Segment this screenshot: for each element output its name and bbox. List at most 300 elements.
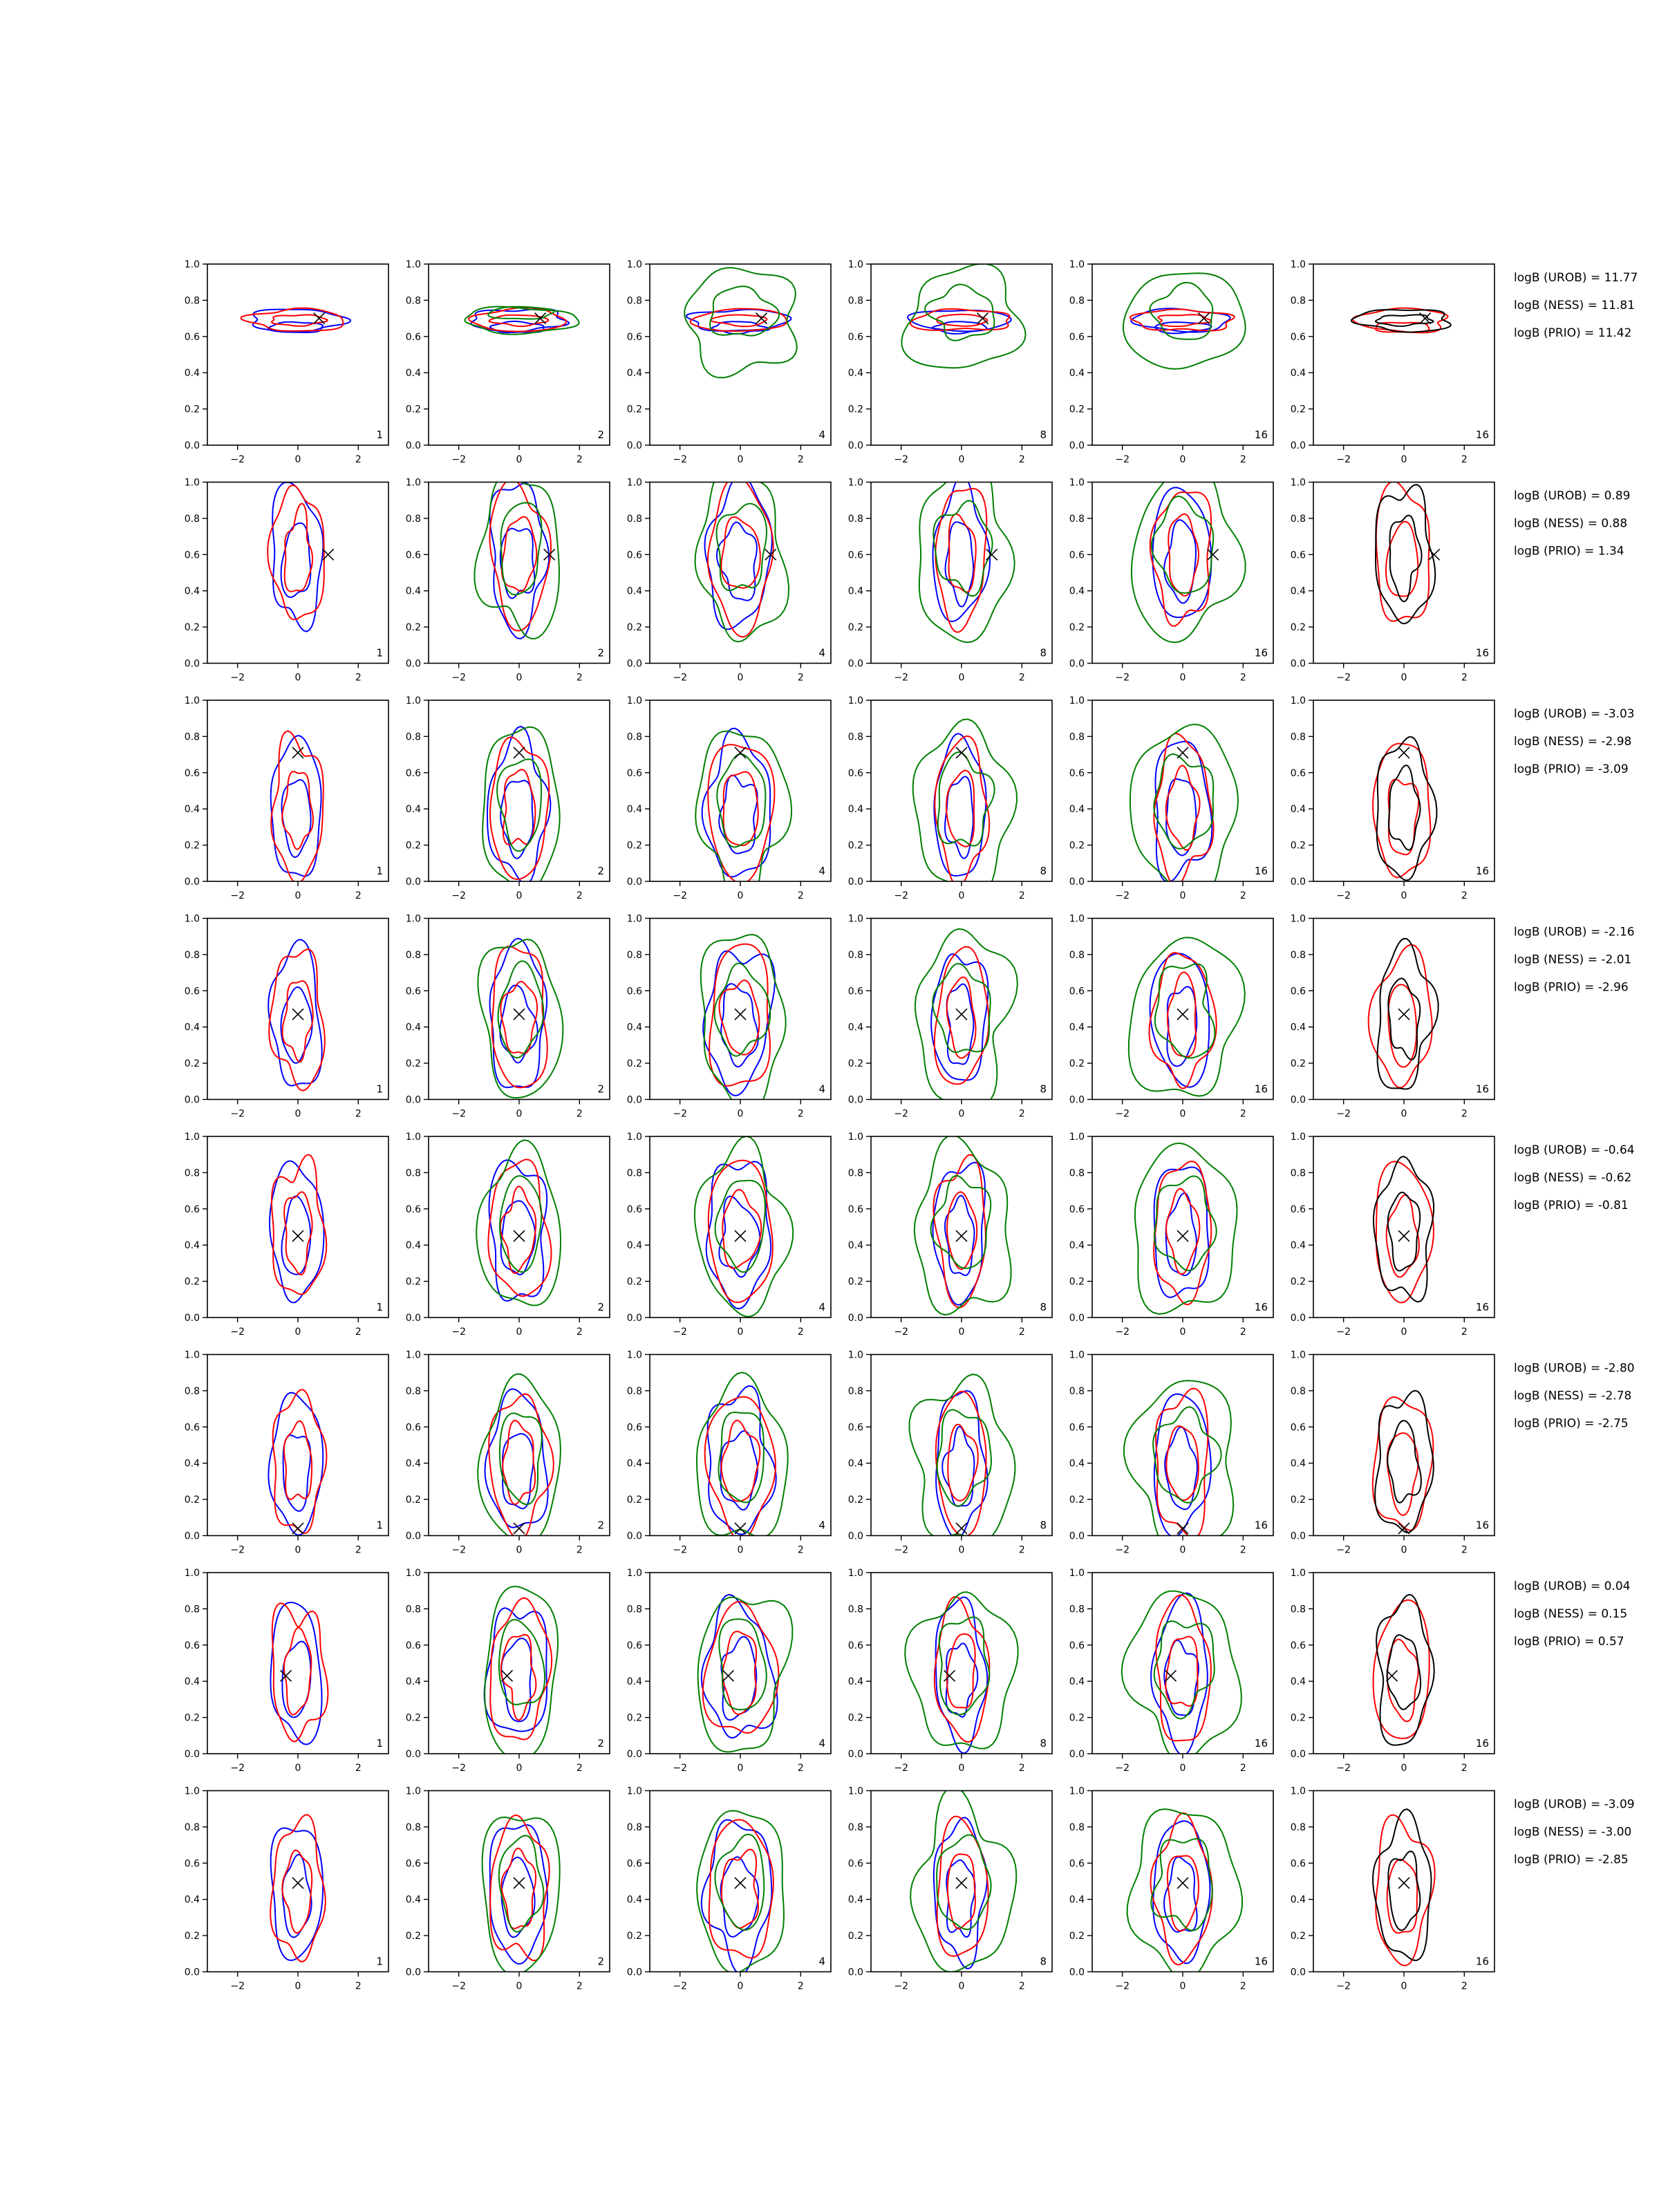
x-tick-label: −2 [1336, 1544, 1351, 1556]
y-tick-label: 0.8 [626, 1385, 642, 1397]
x-tick-label: −2 [894, 890, 908, 901]
x-tick-label: 0 [958, 1327, 965, 1338]
x-tick-label: −2 [451, 454, 466, 465]
x-tick-label: −2 [1336, 454, 1351, 465]
panel-tag: 4 [818, 865, 825, 877]
y-tick-label: 0.0 [847, 1967, 863, 1978]
y-tick-label: 0.6 [184, 331, 200, 343]
logb-stat-row8-1: logB (UROB) = -3.09 [1514, 1797, 1635, 1812]
y-tick-label: 0.8 [184, 513, 200, 525]
panel-tag: 16 [1254, 1737, 1268, 1750]
y-tick-label: 0.0 [405, 1313, 421, 1324]
y-tick-label: 0.0 [405, 877, 421, 888]
x-tick-label: 0 [958, 890, 965, 901]
y-tick-label: 0.2 [1290, 840, 1306, 852]
y-tick-label: 0.8 [405, 295, 421, 307]
x-tick-label: 0 [958, 1544, 965, 1556]
x-tick-label: −2 [1336, 1327, 1351, 1338]
y-tick-label: 0.2 [405, 1058, 421, 1070]
y-tick-label: 0.8 [1069, 1821, 1085, 1833]
y-tick-label: 0.4 [1290, 585, 1306, 597]
y-tick-label: 0.2 [405, 1931, 421, 1942]
y-tick-label: 1.0 [1069, 1568, 1085, 1579]
panel-tag: 8 [1040, 429, 1047, 441]
y-tick-label: 0.6 [1290, 1422, 1306, 1434]
y-tick-label: 0.4 [405, 1894, 421, 1906]
x-tick-label: 2 [355, 1544, 362, 1556]
panel-tag: 2 [597, 1955, 604, 1968]
x-tick-label: −2 [230, 1763, 245, 1774]
x-tick-label: 0 [516, 890, 523, 901]
x-tick-label: 2 [797, 1544, 804, 1556]
y-tick-label: 0.8 [184, 295, 200, 307]
x-tick-label: 2 [1239, 1763, 1246, 1774]
y-tick-label: 0.8 [1290, 949, 1306, 961]
x-tick-label: 0 [516, 454, 523, 465]
logb-stat-row5-2: logB (NESS) = -0.62 [1514, 1171, 1632, 1185]
x-tick-label: 0 [1400, 1327, 1407, 1338]
y-tick-label: 0.2 [1069, 1494, 1085, 1506]
y-tick-label: 0.4 [1290, 1676, 1306, 1688]
y-tick-label: 0.6 [847, 550, 863, 561]
x-tick-label: −2 [894, 1763, 908, 1774]
y-tick-label: 0.6 [626, 1422, 642, 1434]
x-tick-label: −2 [1115, 1544, 1130, 1556]
y-tick-label: 0.8 [405, 1385, 421, 1397]
y-tick-label: 0.8 [184, 949, 200, 961]
y-tick-label: 0.6 [626, 986, 642, 997]
logb-stat-row6-1: logB (UROB) = -2.80 [1514, 1361, 1635, 1376]
y-tick-label: 0.6 [1290, 1640, 1306, 1651]
y-tick-label: 0.2 [626, 1931, 642, 1942]
panel-tag: 16 [1254, 1519, 1268, 1532]
y-tick-label: 0.4 [1290, 368, 1306, 379]
y-tick-label: 0.8 [405, 1168, 421, 1179]
x-tick-label: 2 [1018, 1108, 1025, 1120]
y-tick-label: 1.0 [184, 1132, 200, 1143]
y-tick-label: 1.0 [1069, 1132, 1085, 1143]
y-tick-label: 0.0 [1290, 1530, 1306, 1542]
panel-tag: 8 [1040, 1301, 1047, 1313]
y-tick-label: 0.0 [847, 1094, 863, 1106]
panel-tag: 8 [1040, 1737, 1047, 1750]
y-tick-label: 0.0 [847, 877, 863, 888]
y-tick-label: 0.2 [847, 404, 863, 415]
y-tick-label: 0.2 [847, 1494, 863, 1506]
logb-stat-row6-2: logB (NESS) = -2.78 [1514, 1389, 1632, 1403]
y-tick-label: 1.0 [626, 1785, 642, 1797]
y-tick-label: 0.2 [1290, 1058, 1306, 1070]
x-tick-label: −2 [673, 1763, 687, 1774]
y-tick-label: 0.4 [847, 1894, 863, 1906]
y-tick-label: 1.0 [184, 695, 200, 706]
y-tick-label: 0.0 [184, 1749, 200, 1760]
x-tick-label: 0 [294, 1108, 301, 1120]
y-tick-label: 0.0 [626, 1094, 642, 1106]
panel-tag: 16 [1475, 1301, 1489, 1313]
y-tick-label: 0.6 [184, 986, 200, 997]
x-tick-label: 0 [1179, 672, 1186, 684]
x-tick-label: −2 [230, 672, 245, 684]
y-tick-label: 0.0 [847, 1313, 863, 1324]
x-tick-label: 0 [737, 672, 744, 684]
y-tick-label: 0.4 [847, 1676, 863, 1688]
x-tick-label: 0 [516, 1108, 523, 1120]
x-tick-label: −2 [451, 1108, 466, 1120]
x-tick-label: 2 [797, 454, 804, 465]
y-tick-label: 0.6 [405, 331, 421, 343]
x-tick-label: 0 [1179, 454, 1186, 465]
y-tick-label: 0.0 [626, 1530, 642, 1542]
y-tick-label: 0.4 [626, 368, 642, 379]
y-tick-label: 0.8 [405, 731, 421, 743]
y-tick-label: 1.0 [847, 477, 863, 489]
y-tick-label: 0.0 [405, 1530, 421, 1542]
x-tick-label: −2 [894, 1327, 908, 1338]
y-tick-label: 0.0 [1069, 1967, 1085, 1978]
logb-stat-row6-3: logB (PRIO) = -2.75 [1514, 1416, 1629, 1431]
x-tick-label: 2 [576, 1327, 583, 1338]
y-tick-label: 0.4 [184, 1458, 200, 1470]
x-tick-label: 0 [1179, 890, 1186, 901]
y-tick-label: 0.4 [1290, 1240, 1306, 1252]
y-tick-label: 0.8 [184, 1821, 200, 1833]
x-tick-label: −2 [673, 672, 687, 684]
x-tick-label: 2 [1018, 1763, 1025, 1774]
y-tick-label: 0.4 [1290, 1894, 1306, 1906]
x-tick-label: −2 [451, 1763, 466, 1774]
panel-tag: 1 [376, 865, 383, 877]
y-tick-label: 0.0 [1290, 658, 1306, 670]
y-tick-label: 1.0 [847, 1785, 863, 1797]
panel-tag: 16 [1475, 865, 1489, 877]
y-tick-label: 0.4 [405, 1240, 421, 1252]
y-tick-label: 0.4 [847, 1240, 863, 1252]
y-tick-label: 0.2 [1069, 404, 1085, 415]
y-tick-label: 0.0 [405, 1749, 421, 1760]
x-tick-label: 0 [1400, 1980, 1407, 1992]
y-tick-label: 0.4 [847, 368, 863, 379]
y-tick-label: 0.6 [1290, 986, 1306, 997]
y-tick-label: 1.0 [1069, 1349, 1085, 1361]
y-tick-label: 0.6 [847, 1422, 863, 1434]
y-tick-label: 0.2 [405, 622, 421, 634]
y-tick-label: 1.0 [1069, 1785, 1085, 1797]
y-tick-label: 1.0 [626, 1568, 642, 1579]
y-tick-label: 0.8 [626, 1604, 642, 1615]
x-tick-label: 2 [355, 454, 362, 465]
y-tick-label: 0.0 [1290, 1749, 1306, 1760]
x-tick-label: 2 [1018, 890, 1025, 901]
y-tick-label: 1.0 [184, 1568, 200, 1579]
y-tick-label: 0.2 [1069, 1931, 1085, 1942]
y-tick-label: 0.0 [847, 658, 863, 670]
x-tick-label: 2 [1461, 672, 1468, 684]
y-tick-label: 0.6 [1290, 550, 1306, 561]
y-tick-label: 0.4 [405, 804, 421, 816]
y-tick-label: 0.4 [1069, 804, 1085, 816]
y-tick-label: 0.0 [1069, 1530, 1085, 1542]
y-tick-label: 0.6 [1290, 1203, 1306, 1215]
panel-tag: 4 [818, 1301, 825, 1313]
y-tick-label: 0.2 [847, 622, 863, 634]
x-tick-label: 2 [1461, 454, 1468, 465]
x-tick-label: 0 [1179, 1327, 1186, 1338]
y-tick-label: 0.2 [405, 840, 421, 852]
y-tick-label: 0.4 [184, 1240, 200, 1252]
x-tick-label: 2 [576, 1544, 583, 1556]
panel-tag: 16 [1475, 1082, 1489, 1096]
x-tick-label: −2 [894, 672, 908, 684]
x-tick-label: 2 [1239, 1327, 1246, 1338]
y-tick-label: 0.0 [626, 1313, 642, 1324]
x-tick-label: 0 [294, 454, 301, 465]
x-tick-label: 0 [1179, 1980, 1186, 1992]
logb-stat-row1-1: logB (UROB) = 11.77 [1514, 271, 1638, 285]
y-tick-label: 0.0 [1069, 1313, 1085, 1324]
y-tick-label: 1.0 [626, 259, 642, 270]
x-tick-label: 0 [737, 1327, 744, 1338]
y-tick-label: 0.4 [1069, 1676, 1085, 1688]
panel-tag: 4 [818, 1519, 825, 1532]
x-tick-label: 0 [1400, 1763, 1407, 1774]
y-tick-label: 0.8 [1290, 731, 1306, 743]
x-tick-label: 0 [294, 1544, 301, 1556]
x-tick-label: 2 [576, 672, 583, 684]
y-tick-label: 0.8 [847, 1385, 863, 1397]
x-tick-label: 2 [1461, 890, 1468, 901]
panel-tag: 1 [376, 646, 383, 659]
x-tick-label: 2 [797, 1980, 804, 1992]
y-tick-label: 0.6 [626, 1640, 642, 1651]
y-tick-label: 0.6 [847, 331, 863, 343]
y-tick-label: 1.0 [847, 259, 863, 270]
y-tick-label: 0.6 [1069, 1422, 1085, 1434]
y-tick-label: 1.0 [405, 1785, 421, 1797]
y-tick-label: 0.0 [184, 1967, 200, 1978]
y-tick-label: 0.8 [1069, 1385, 1085, 1397]
y-tick-label: 1.0 [405, 1132, 421, 1143]
y-tick-label: 0.2 [1290, 1931, 1306, 1942]
x-tick-label: 2 [1461, 1763, 1468, 1774]
y-tick-label: 1.0 [847, 695, 863, 706]
y-tick-label: 1.0 [184, 913, 200, 925]
y-tick-label: 1.0 [847, 1132, 863, 1143]
panel-tag: 2 [597, 1082, 604, 1096]
y-tick-label: 0.0 [1290, 877, 1306, 888]
y-tick-label: 0.6 [1069, 986, 1085, 997]
y-tick-label: 0.6 [405, 1203, 421, 1215]
y-tick-label: 0.8 [405, 949, 421, 961]
y-tick-label: 0.2 [626, 404, 642, 415]
logb-stat-row5-1: logB (UROB) = -0.64 [1514, 1143, 1635, 1157]
y-tick-label: 0.2 [1069, 1712, 1085, 1724]
y-tick-label: 0.8 [1290, 1385, 1306, 1397]
y-tick-label: 0.6 [1069, 331, 1085, 343]
x-tick-label: 0 [294, 1327, 301, 1338]
y-tick-label: 0.2 [184, 622, 200, 634]
y-tick-label: 0.8 [626, 1821, 642, 1833]
panel-tag: 1 [376, 1519, 383, 1532]
panel-tag: 16 [1254, 429, 1268, 441]
panel-tag: 2 [597, 429, 604, 441]
x-tick-label: 2 [797, 890, 804, 901]
y-tick-label: 0.0 [1069, 440, 1085, 451]
x-tick-label: 2 [576, 1763, 583, 1774]
y-tick-label: 0.2 [184, 404, 200, 415]
x-tick-label: 0 [516, 672, 523, 684]
x-tick-label: −2 [673, 890, 687, 901]
x-tick-label: 2 [355, 1980, 362, 1992]
y-tick-label: 0.2 [847, 840, 863, 852]
x-tick-label: 2 [355, 672, 362, 684]
y-tick-label: 0.0 [1069, 1749, 1085, 1760]
panel-tag: 4 [818, 1082, 825, 1096]
y-tick-label: 0.2 [405, 404, 421, 415]
y-tick-label: 0.2 [626, 1494, 642, 1506]
x-tick-label: −2 [673, 454, 687, 465]
y-tick-label: 0.8 [1290, 1604, 1306, 1615]
y-tick-label: 1.0 [1290, 1349, 1306, 1361]
x-tick-label: 0 [294, 1980, 301, 1992]
x-tick-label: −2 [1336, 1108, 1351, 1120]
x-tick-label: −2 [230, 1108, 245, 1120]
panel-tag: 16 [1475, 646, 1489, 659]
y-tick-label: 0.6 [847, 1203, 863, 1215]
y-tick-label: 0.0 [184, 1094, 200, 1106]
y-tick-label: 0.0 [1290, 440, 1306, 451]
y-tick-label: 0.6 [184, 1640, 200, 1651]
y-tick-label: 0.2 [847, 1712, 863, 1724]
logb-stat-row2-3: logB (PRIO) = 1.34 [1514, 544, 1624, 559]
logb-stat-row4-1: logB (UROB) = -2.16 [1514, 925, 1635, 939]
x-tick-label: 0 [516, 1327, 523, 1338]
x-tick-label: 2 [1239, 454, 1246, 465]
panel-tag: 16 [1475, 429, 1489, 441]
y-tick-label: 0.4 [1290, 1458, 1306, 1470]
y-tick-label: 0.2 [1069, 1058, 1085, 1070]
y-tick-label: 0.0 [626, 1967, 642, 1978]
y-tick-label: 0.6 [1069, 1640, 1085, 1651]
y-tick-label: 0.2 [1290, 404, 1306, 415]
y-tick-label: 0.4 [1069, 1022, 1085, 1033]
y-tick-label: 0.6 [847, 986, 863, 997]
x-tick-label: −2 [230, 454, 245, 465]
y-tick-label: 0.8 [847, 1604, 863, 1615]
y-tick-label: 1.0 [626, 695, 642, 706]
y-tick-label: 0.4 [847, 1458, 863, 1470]
x-tick-label: 0 [958, 454, 965, 465]
logb-stat-row1-3: logB (PRIO) = 11.42 [1514, 326, 1632, 340]
logb-stat-row3-3: logB (PRIO) = -3.09 [1514, 762, 1629, 776]
panel-tag: 16 [1475, 1519, 1489, 1532]
x-tick-label: 0 [1400, 672, 1407, 684]
x-tick-label: 2 [355, 1763, 362, 1774]
x-tick-label: −2 [230, 1544, 245, 1556]
x-tick-label: 2 [355, 1327, 362, 1338]
x-tick-label: 2 [797, 1108, 804, 1120]
y-tick-label: 0.8 [847, 295, 863, 307]
x-tick-label: 0 [1179, 1763, 1186, 1774]
y-tick-label: 0.2 [405, 1494, 421, 1506]
y-tick-label: 0.2 [184, 1058, 200, 1070]
x-tick-label: −2 [451, 890, 466, 901]
y-tick-label: 0.4 [1290, 1022, 1306, 1033]
y-tick-label: 0.6 [847, 767, 863, 779]
y-tick-label: 0.2 [184, 840, 200, 852]
y-tick-label: 1.0 [405, 259, 421, 270]
y-tick-label: 0.8 [847, 513, 863, 525]
x-tick-label: −2 [230, 890, 245, 901]
y-tick-label: 1.0 [184, 1785, 200, 1797]
y-tick-label: 0.0 [626, 1749, 642, 1760]
y-tick-label: 0.6 [405, 986, 421, 997]
y-tick-label: 0.6 [1069, 550, 1085, 561]
y-tick-label: 0.4 [1290, 804, 1306, 816]
y-tick-label: 0.4 [1069, 585, 1085, 597]
y-tick-label: 0.2 [184, 1276, 200, 1288]
y-tick-label: 0.6 [1290, 767, 1306, 779]
x-tick-label: 2 [797, 1327, 804, 1338]
y-tick-label: 0.8 [847, 949, 863, 961]
y-tick-label: 0.4 [626, 1240, 642, 1252]
y-tick-label: 0.6 [1069, 1203, 1085, 1215]
y-tick-label: 0.2 [847, 1276, 863, 1288]
y-tick-label: 0.0 [184, 440, 200, 451]
x-tick-label: 2 [1461, 1544, 1468, 1556]
x-tick-label: −2 [1336, 1980, 1351, 1992]
y-tick-label: 1.0 [1069, 259, 1085, 270]
y-tick-label: 0.4 [1069, 1240, 1085, 1252]
y-tick-label: 0.2 [626, 1712, 642, 1724]
x-tick-label: 0 [737, 1108, 744, 1120]
y-tick-label: 0.2 [1290, 1712, 1306, 1724]
y-tick-label: 0.2 [1069, 622, 1085, 634]
y-tick-label: 0.8 [626, 731, 642, 743]
y-tick-label: 0.4 [184, 585, 200, 597]
y-tick-label: 0.4 [847, 804, 863, 816]
x-tick-label: 2 [576, 454, 583, 465]
y-tick-label: 0.6 [405, 767, 421, 779]
x-tick-label: 0 [1179, 1108, 1186, 1120]
y-tick-label: 0.0 [847, 440, 863, 451]
x-tick-label: −2 [673, 1108, 687, 1120]
y-tick-label: 0.0 [184, 1530, 200, 1542]
y-tick-label: 0.2 [184, 1712, 200, 1724]
y-tick-label: 1.0 [626, 477, 642, 489]
x-tick-label: 0 [958, 1980, 965, 1992]
y-tick-label: 1.0 [626, 1349, 642, 1361]
y-tick-label: 0.0 [1290, 1967, 1306, 1978]
panel-tag: 2 [597, 1301, 604, 1313]
x-tick-label: 2 [1018, 1327, 1025, 1338]
logb-stat-row2-2: logB (NESS) = 0.88 [1514, 516, 1628, 531]
logb-stat-row3-1: logB (UROB) = -3.03 [1514, 707, 1635, 721]
x-tick-label: 0 [737, 1544, 744, 1556]
y-tick-label: 0.6 [847, 1858, 863, 1870]
x-tick-label: 2 [797, 672, 804, 684]
y-tick-label: 0.2 [626, 1276, 642, 1288]
y-tick-label: 1.0 [184, 1349, 200, 1361]
y-tick-label: 0.6 [405, 1640, 421, 1651]
x-tick-label: 2 [1239, 890, 1246, 901]
panel-tag: 4 [818, 1955, 825, 1968]
x-tick-label: 0 [737, 1763, 744, 1774]
y-tick-label: 0.2 [1290, 622, 1306, 634]
x-tick-label: 2 [1018, 454, 1025, 465]
y-tick-label: 0.8 [405, 513, 421, 525]
y-tick-label: 1.0 [1290, 259, 1306, 270]
